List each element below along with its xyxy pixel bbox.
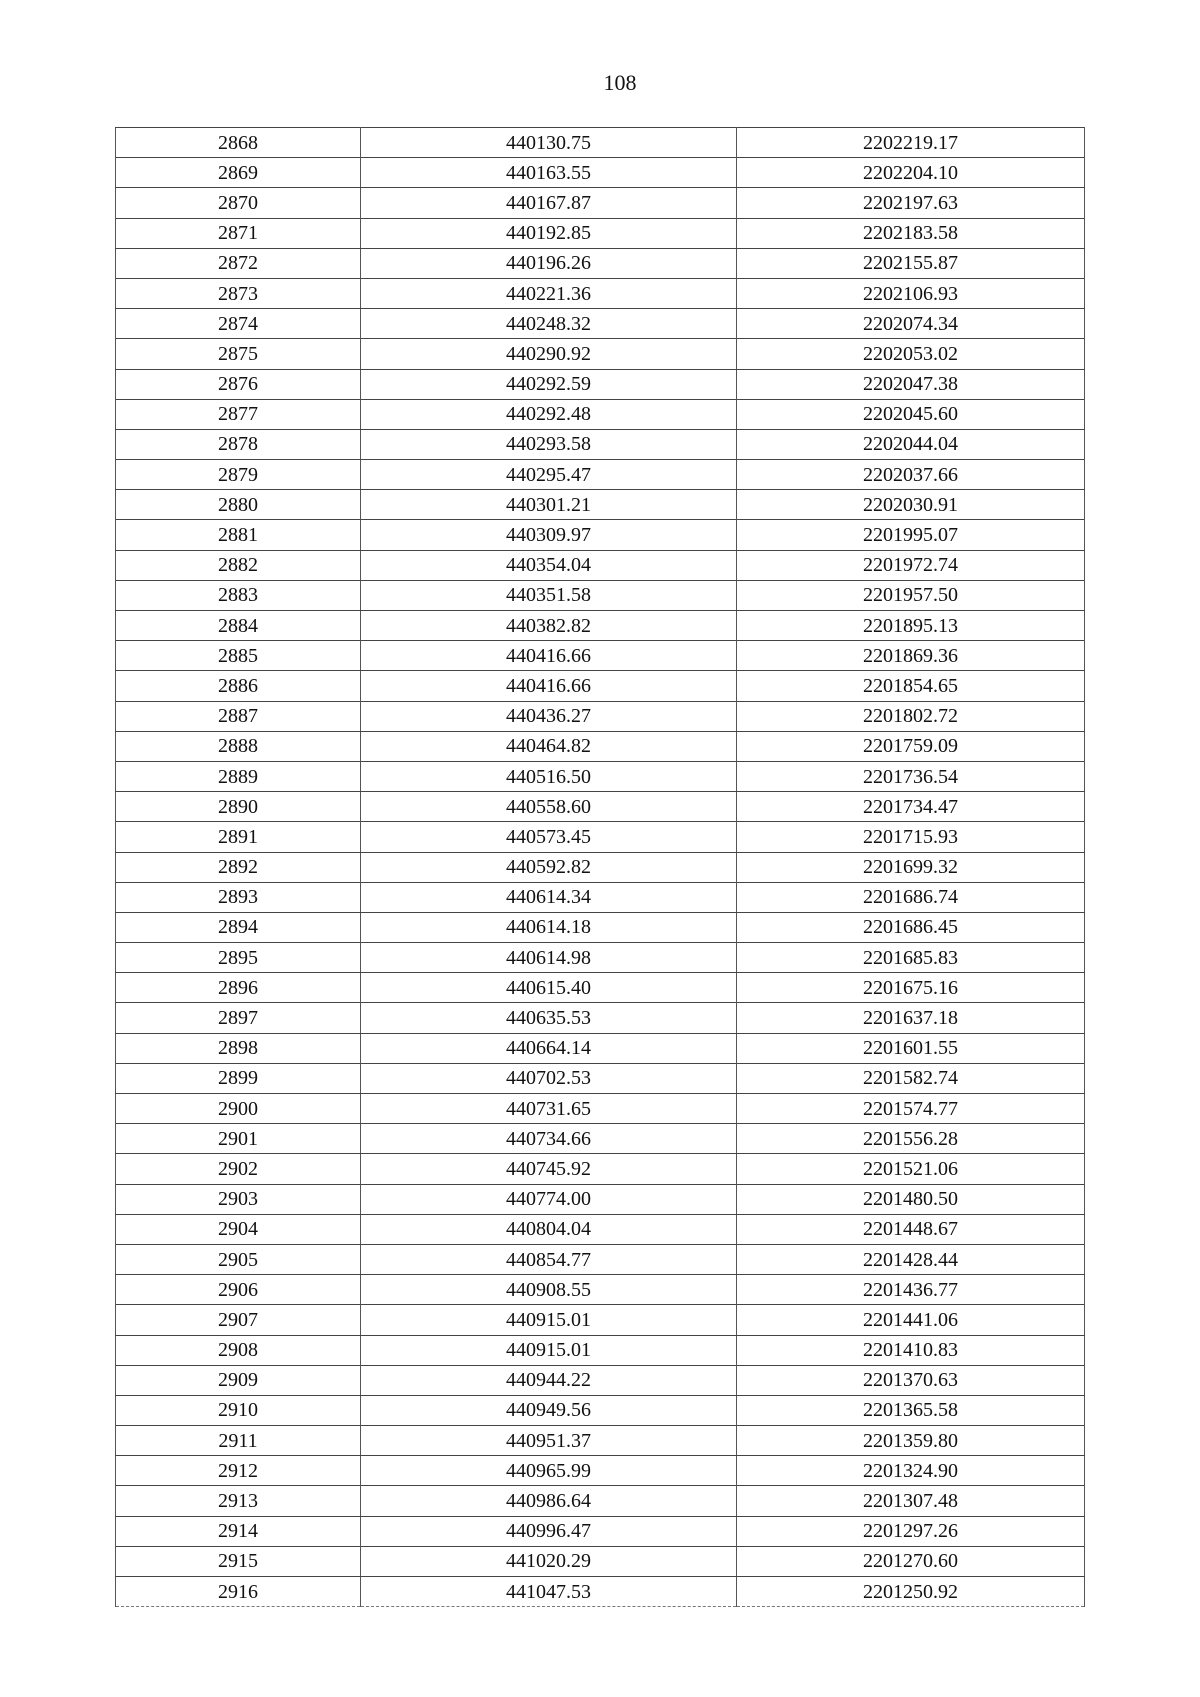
point-number-cell: 2873 [116,278,361,308]
table-row [116,158,1085,188]
y-coordinate-cell: 2201869.36 [737,641,1085,671]
y-coordinate-cell: 2201686.45 [737,912,1085,942]
table-row [116,1154,1085,1184]
y-coordinate-cell: 2201370.63 [737,1365,1085,1395]
x-coordinate-cell: 440804.04 [361,1214,737,1244]
table-row [116,882,1085,912]
point-number-cell: 2883 [116,580,361,610]
table-row [116,128,1085,158]
table-row [116,369,1085,399]
point-number-cell: 2875 [116,339,361,369]
point-number-cell: 2911 [116,1426,361,1456]
y-coordinate-cell: 2201359.80 [737,1426,1085,1456]
x-coordinate-cell: 440915.01 [361,1305,737,1335]
y-coordinate-cell: 2201995.07 [737,520,1085,550]
y-coordinate-cell: 2201428.44 [737,1244,1085,1274]
table-row [116,1033,1085,1063]
x-coordinate-cell: 440221.36 [361,278,737,308]
point-number-cell: 2893 [116,882,361,912]
y-coordinate-cell: 2201675.16 [737,973,1085,1003]
table-row [116,1124,1085,1154]
x-coordinate-cell: 440592.82 [361,852,737,882]
table-row [116,1335,1085,1365]
point-number-cell: 2874 [116,309,361,339]
y-coordinate-cell: 2202197.63 [737,188,1085,218]
y-coordinate-cell: 2201521.06 [737,1154,1085,1184]
y-coordinate-cell: 2202044.04 [737,429,1085,459]
x-coordinate-cell: 440309.97 [361,520,737,550]
y-coordinate-cell: 2201297.26 [737,1516,1085,1546]
point-number-cell: 2895 [116,943,361,973]
table-row [116,1365,1085,1395]
table-row [116,1063,1085,1093]
x-coordinate-cell: 440292.48 [361,399,737,429]
point-number-cell: 2902 [116,1154,361,1184]
y-coordinate-cell: 2202219.17 [737,128,1085,158]
table-row [116,973,1085,1003]
table-row [116,580,1085,610]
x-coordinate-cell: 440951.37 [361,1426,737,1456]
x-coordinate-cell: 440167.87 [361,188,737,218]
point-number-cell: 2882 [116,550,361,580]
table-row [116,1305,1085,1335]
x-coordinate-cell: 440516.50 [361,761,737,791]
point-number-cell: 2906 [116,1275,361,1305]
x-coordinate-cell: 440915.01 [361,1335,737,1365]
y-coordinate-cell: 2201854.65 [737,671,1085,701]
table-row [116,943,1085,973]
x-coordinate-cell: 440774.00 [361,1184,737,1214]
x-coordinate-cell: 440731.65 [361,1094,737,1124]
point-number-cell: 2888 [116,731,361,761]
y-coordinate-cell: 2202074.34 [737,309,1085,339]
table-row [116,309,1085,339]
point-number-cell: 2907 [116,1305,361,1335]
table-row [116,550,1085,580]
table-row [116,429,1085,459]
x-coordinate-cell: 440295.47 [361,460,737,490]
x-coordinate-cell: 440965.99 [361,1456,737,1486]
table-row [116,1486,1085,1516]
x-coordinate-cell: 440558.60 [361,792,737,822]
x-coordinate-cell: 440573.45 [361,822,737,852]
point-number-cell: 2876 [116,369,361,399]
table-row [116,761,1085,791]
y-coordinate-cell: 2202155.87 [737,248,1085,278]
x-coordinate-cell: 440908.55 [361,1275,737,1305]
x-coordinate-cell: 440301.21 [361,490,737,520]
y-coordinate-cell: 2202030.91 [737,490,1085,520]
point-number-cell: 2909 [116,1365,361,1395]
point-number-cell: 2884 [116,611,361,641]
table-row [116,1395,1085,1425]
table-row [116,611,1085,641]
x-coordinate-cell: 440949.56 [361,1395,737,1425]
table-row [116,852,1085,882]
y-coordinate-cell: 2201895.13 [737,611,1085,641]
point-number-cell: 2903 [116,1184,361,1214]
point-number-cell: 2890 [116,792,361,822]
point-number-cell: 2869 [116,158,361,188]
x-coordinate-cell: 440416.66 [361,671,737,701]
page-number: 108 [603,70,637,95]
table-row [116,520,1085,550]
point-number-cell: 2912 [116,1456,361,1486]
point-number-cell: 2886 [116,671,361,701]
table-row [116,912,1085,942]
point-number-cell: 2905 [116,1244,361,1274]
x-coordinate-cell: 440248.32 [361,309,737,339]
x-coordinate-cell: 440854.77 [361,1244,737,1274]
point-number-cell: 2910 [116,1395,361,1425]
table-row [116,1184,1085,1214]
x-coordinate-cell: 440996.47 [361,1516,737,1546]
point-number-cell: 2901 [116,1124,361,1154]
x-coordinate-cell: 440436.27 [361,701,737,731]
point-number-cell: 2908 [116,1335,361,1365]
table-row [116,701,1085,731]
y-coordinate-cell: 2201601.55 [737,1033,1085,1063]
point-number-cell: 2887 [116,701,361,731]
x-coordinate-cell: 440416.66 [361,641,737,671]
x-coordinate-cell: 440734.66 [361,1124,737,1154]
y-coordinate-cell: 2202183.58 [737,218,1085,248]
y-coordinate-cell: 2201802.72 [737,701,1085,731]
x-coordinate-cell: 440382.82 [361,611,737,641]
table-row [116,490,1085,520]
coordinates-table [115,127,1085,1607]
y-coordinate-cell: 2202047.38 [737,369,1085,399]
point-number-cell: 2894 [116,912,361,942]
y-coordinate-cell: 2201556.28 [737,1124,1085,1154]
table-row [116,1577,1085,1607]
y-coordinate-cell: 2201972.74 [737,550,1085,580]
point-number-cell: 2898 [116,1033,361,1063]
x-coordinate-cell: 440292.59 [361,369,737,399]
table-row [116,641,1085,671]
table-row [116,1003,1085,1033]
y-coordinate-cell: 2201410.83 [737,1335,1085,1365]
table-row [116,1214,1085,1244]
table-row [116,1516,1085,1546]
y-coordinate-cell: 2201436.77 [737,1275,1085,1305]
table-row [116,1275,1085,1305]
table-row [116,671,1085,701]
x-coordinate-cell: 440702.53 [361,1063,737,1093]
x-coordinate-cell: 440290.92 [361,339,737,369]
point-number-cell: 2896 [116,973,361,1003]
y-coordinate-cell: 2201480.50 [737,1184,1085,1214]
y-coordinate-cell: 2201685.83 [737,943,1085,973]
y-coordinate-cell: 2202106.93 [737,278,1085,308]
y-coordinate-cell: 2201699.32 [737,852,1085,882]
point-number-cell: 2904 [116,1214,361,1244]
x-coordinate-cell: 440615.40 [361,973,737,1003]
y-coordinate-cell: 2201307.48 [737,1486,1085,1516]
y-coordinate-cell: 2202053.02 [737,339,1085,369]
point-number-cell: 2881 [116,520,361,550]
point-number-cell: 2897 [116,1003,361,1033]
point-number-cell: 2899 [116,1063,361,1093]
x-coordinate-cell: 440293.58 [361,429,737,459]
x-coordinate-cell: 440614.18 [361,912,737,942]
x-coordinate-cell: 440351.58 [361,580,737,610]
table-row [116,792,1085,822]
y-coordinate-cell: 2202045.60 [737,399,1085,429]
x-coordinate-cell: 440635.53 [361,1003,737,1033]
point-number-cell: 2900 [116,1094,361,1124]
x-coordinate-cell: 441020.29 [361,1546,737,1576]
x-coordinate-cell: 440614.34 [361,882,737,912]
point-number-cell: 2879 [116,460,361,490]
table-row [116,218,1085,248]
y-coordinate-cell: 2201734.47 [737,792,1085,822]
table-row [116,188,1085,218]
table-row [116,460,1085,490]
y-coordinate-cell: 2202204.10 [737,158,1085,188]
coordinates-table-body [116,128,1085,1607]
y-coordinate-cell: 2201250.92 [737,1577,1085,1607]
y-coordinate-cell: 2201736.54 [737,761,1085,791]
y-coordinate-cell: 2201270.60 [737,1546,1085,1576]
y-coordinate-cell: 2202037.66 [737,460,1085,490]
y-coordinate-cell: 2201448.67 [737,1214,1085,1244]
y-coordinate-cell: 2201637.18 [737,1003,1085,1033]
y-coordinate-cell: 2201759.09 [737,731,1085,761]
x-coordinate-cell: 440664.14 [361,1033,737,1063]
point-number-cell: 2913 [116,1486,361,1516]
table-row [116,1546,1085,1576]
x-coordinate-cell: 440944.22 [361,1365,737,1395]
y-coordinate-cell: 2201324.90 [737,1456,1085,1486]
table-row [116,1426,1085,1456]
point-number-cell: 2915 [116,1546,361,1576]
y-coordinate-cell: 2201574.77 [737,1094,1085,1124]
point-number-cell: 2916 [116,1577,361,1607]
table-row [116,339,1085,369]
x-coordinate-cell: 440163.55 [361,158,737,188]
table-row [116,1456,1085,1486]
x-coordinate-cell: 440196.26 [361,248,737,278]
point-number-cell: 2871 [116,218,361,248]
table-row [116,822,1085,852]
x-coordinate-cell: 440464.82 [361,731,737,761]
point-number-cell: 2872 [116,248,361,278]
table-row [116,248,1085,278]
x-coordinate-cell: 441047.53 [361,1577,737,1607]
point-number-cell: 2891 [116,822,361,852]
y-coordinate-cell: 2201957.50 [737,580,1085,610]
point-number-cell: 2885 [116,641,361,671]
point-number-cell: 2914 [116,1516,361,1546]
point-number-cell: 2868 [116,128,361,158]
table-row [116,278,1085,308]
x-coordinate-cell: 440192.85 [361,218,737,248]
x-coordinate-cell: 440986.64 [361,1486,737,1516]
x-coordinate-cell: 440130.75 [361,128,737,158]
y-coordinate-cell: 2201582.74 [737,1063,1085,1093]
point-number-cell: 2870 [116,188,361,218]
y-coordinate-cell: 2201441.06 [737,1305,1085,1335]
x-coordinate-cell: 440614.98 [361,943,737,973]
table-row [116,1244,1085,1274]
point-number-cell: 2878 [116,429,361,459]
y-coordinate-cell: 2201686.74 [737,882,1085,912]
point-number-cell: 2880 [116,490,361,520]
point-number-cell: 2892 [116,852,361,882]
table-row [116,731,1085,761]
point-number-cell: 2877 [116,399,361,429]
y-coordinate-cell: 2201715.93 [737,822,1085,852]
x-coordinate-cell: 440745.92 [361,1154,737,1184]
table-row [116,399,1085,429]
x-coordinate-cell: 440354.04 [361,550,737,580]
y-coordinate-cell: 2201365.58 [737,1395,1085,1425]
table-row [116,1094,1085,1124]
point-number-cell: 2889 [116,761,361,791]
